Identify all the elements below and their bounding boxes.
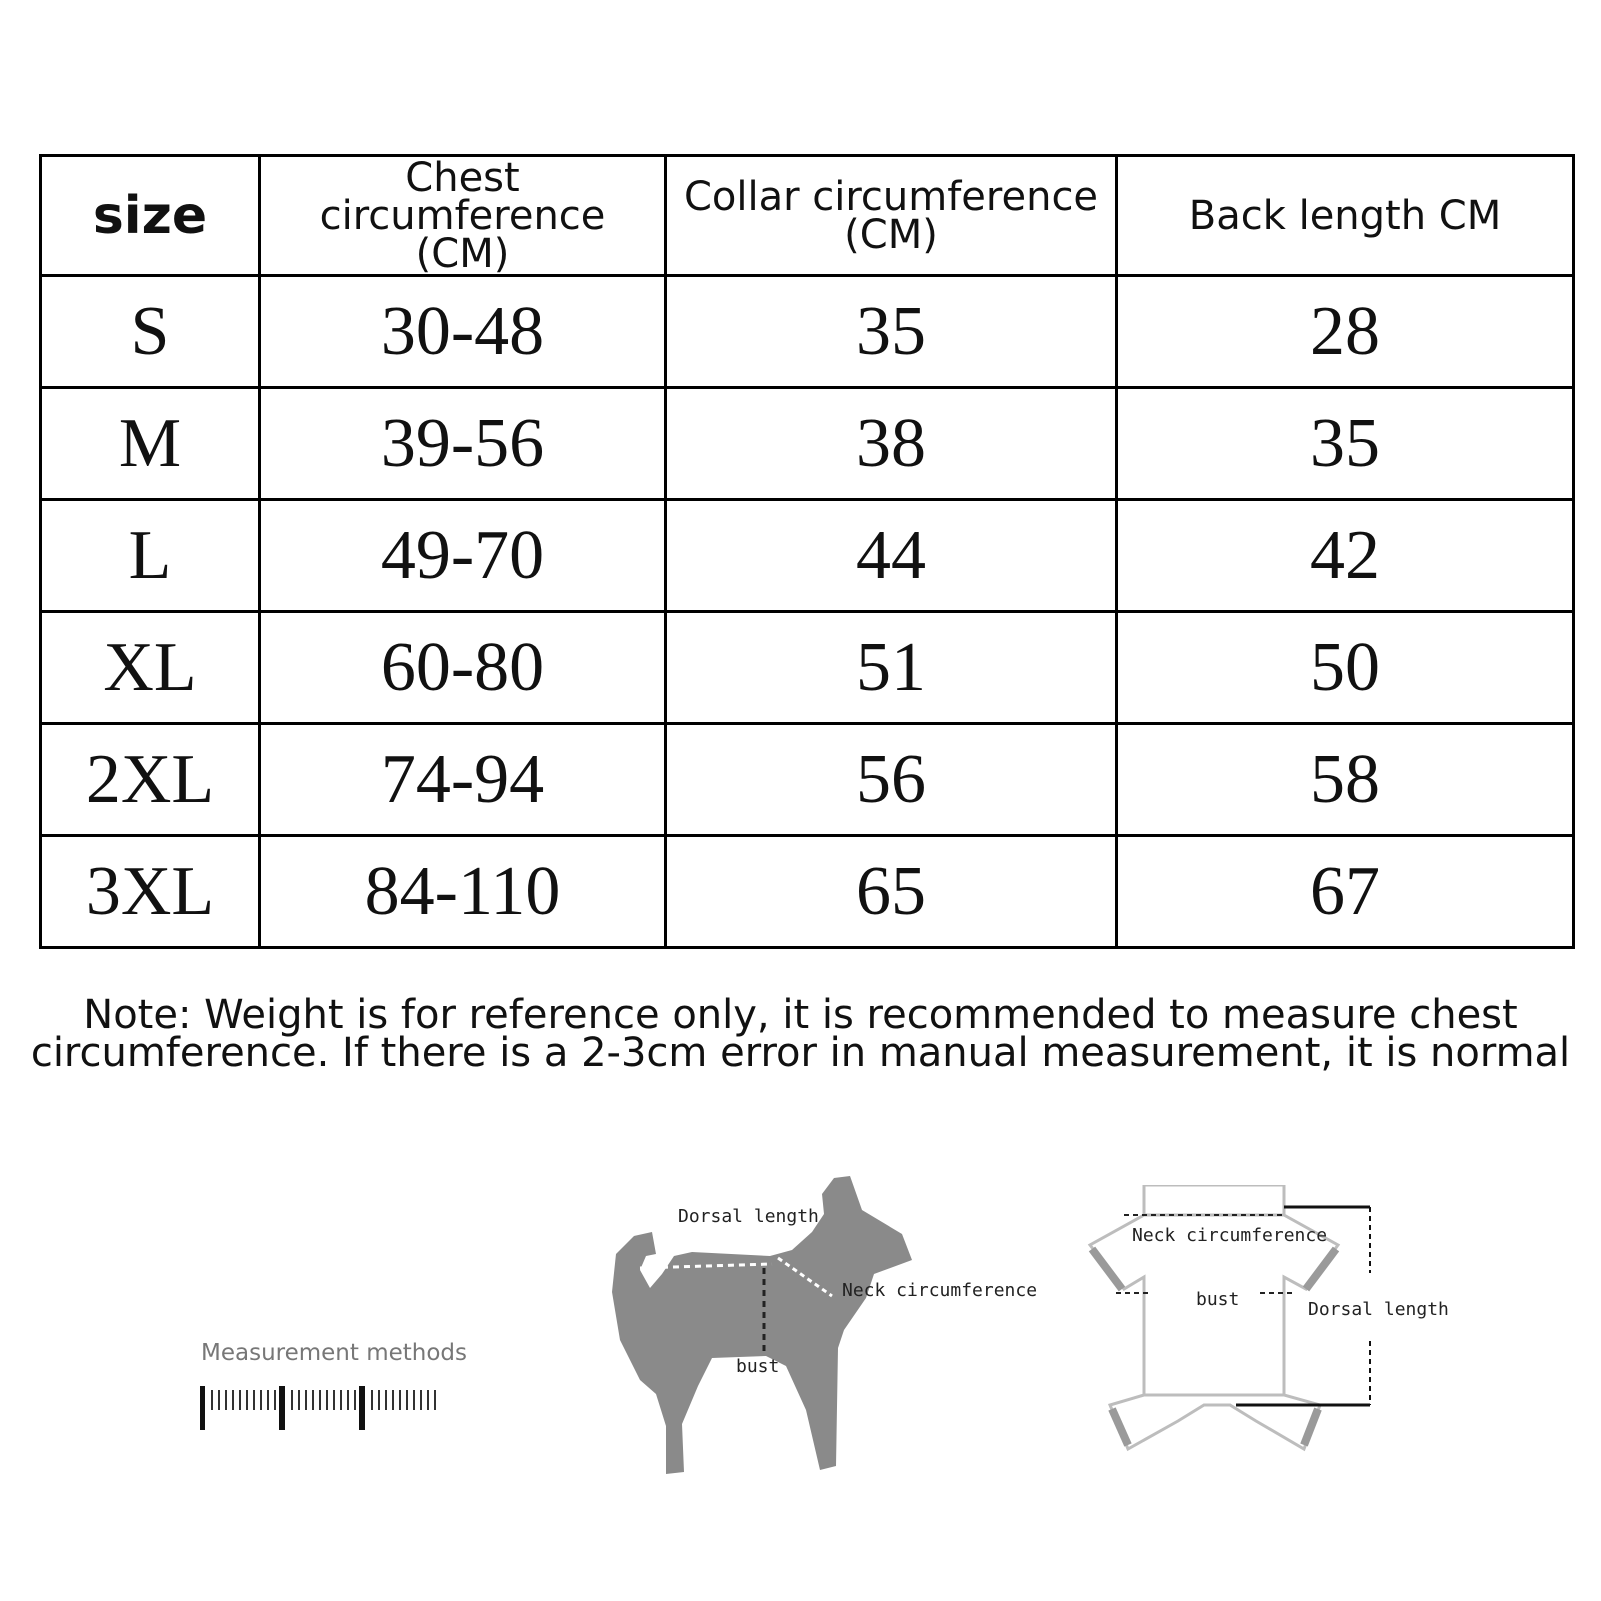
dog-diagram <box>612 1170 1052 1490</box>
header-size: size <box>41 156 260 276</box>
cell-collar: 56 <box>666 724 1117 836</box>
cell-back: 50 <box>1117 612 1574 724</box>
note-line-1: Note: Weight is for reference only, it is recommended to measure chest <box>83 992 1518 1038</box>
garment-dorsal-label: Dorsal length <box>1308 1299 1449 1320</box>
cell-chest: 60-80 <box>260 612 666 724</box>
cell-size: 3XL <box>41 836 260 948</box>
garment-neck-label: Neck circumference <box>1132 1225 1328 1246</box>
cell-collar: 65 <box>666 836 1117 948</box>
table-row <box>41 724 1574 836</box>
table-row <box>41 276 1574 388</box>
dog-bust-label: bust <box>736 1356 780 1377</box>
measurement-methods-label: Measurement methods <box>201 1340 468 1366</box>
cell-size: 2XL <box>41 724 260 836</box>
table-row <box>41 500 1574 612</box>
header-chest-line1: Chest circumference <box>319 154 606 239</box>
cell-back: 28 <box>1117 276 1574 388</box>
cell-collar: 35 <box>666 276 1117 388</box>
note-line-2: circumference. If there is a 2-3cm error in manual measurement, it is normal <box>30 1030 1571 1076</box>
cell-chest: 74-94 <box>260 724 666 836</box>
cell-size: L <box>41 500 260 612</box>
cell-chest: 84-110 <box>260 836 666 948</box>
size-chart-table <box>39 154 1575 949</box>
garment-diagram <box>1070 1185 1449 1485</box>
header-collar-line1: Collar circumference <box>683 173 1099 220</box>
dog-dorsal-label: Dorsal length <box>678 1206 819 1227</box>
cell-back: 35 <box>1117 388 1574 500</box>
cell-chest: 30-48 <box>260 276 666 388</box>
note-text <box>0 992 1601 1076</box>
cell-size: M <box>41 388 260 500</box>
cell-back: 58 <box>1117 724 1574 836</box>
header-collar-line2: (CM) <box>844 211 938 258</box>
cell-chest: 39-56 <box>260 388 666 500</box>
header-collar <box>666 156 1117 276</box>
cell-chest: 49-70 <box>260 500 666 612</box>
dog-neck-label: Neck circumference <box>842 1280 1038 1301</box>
cell-back: 42 <box>1117 500 1574 612</box>
cell-back: 67 <box>1117 836 1574 948</box>
cell-size: S <box>41 276 260 388</box>
table-row <box>41 388 1574 500</box>
header-back: Back length CM <box>1117 156 1574 276</box>
cell-collar: 38 <box>666 388 1117 500</box>
cell-size: XL <box>41 612 260 724</box>
garment-bust-label: bust <box>1196 1289 1240 1310</box>
header-chest <box>260 156 666 276</box>
cell-collar: 44 <box>666 500 1117 612</box>
header-chest-line2: (CM) <box>415 230 510 277</box>
table-row <box>41 836 1574 948</box>
table-header-row <box>41 156 1574 276</box>
cell-collar: 51 <box>666 612 1117 724</box>
table-row <box>41 612 1574 724</box>
ruler-icon <box>200 1378 450 1438</box>
